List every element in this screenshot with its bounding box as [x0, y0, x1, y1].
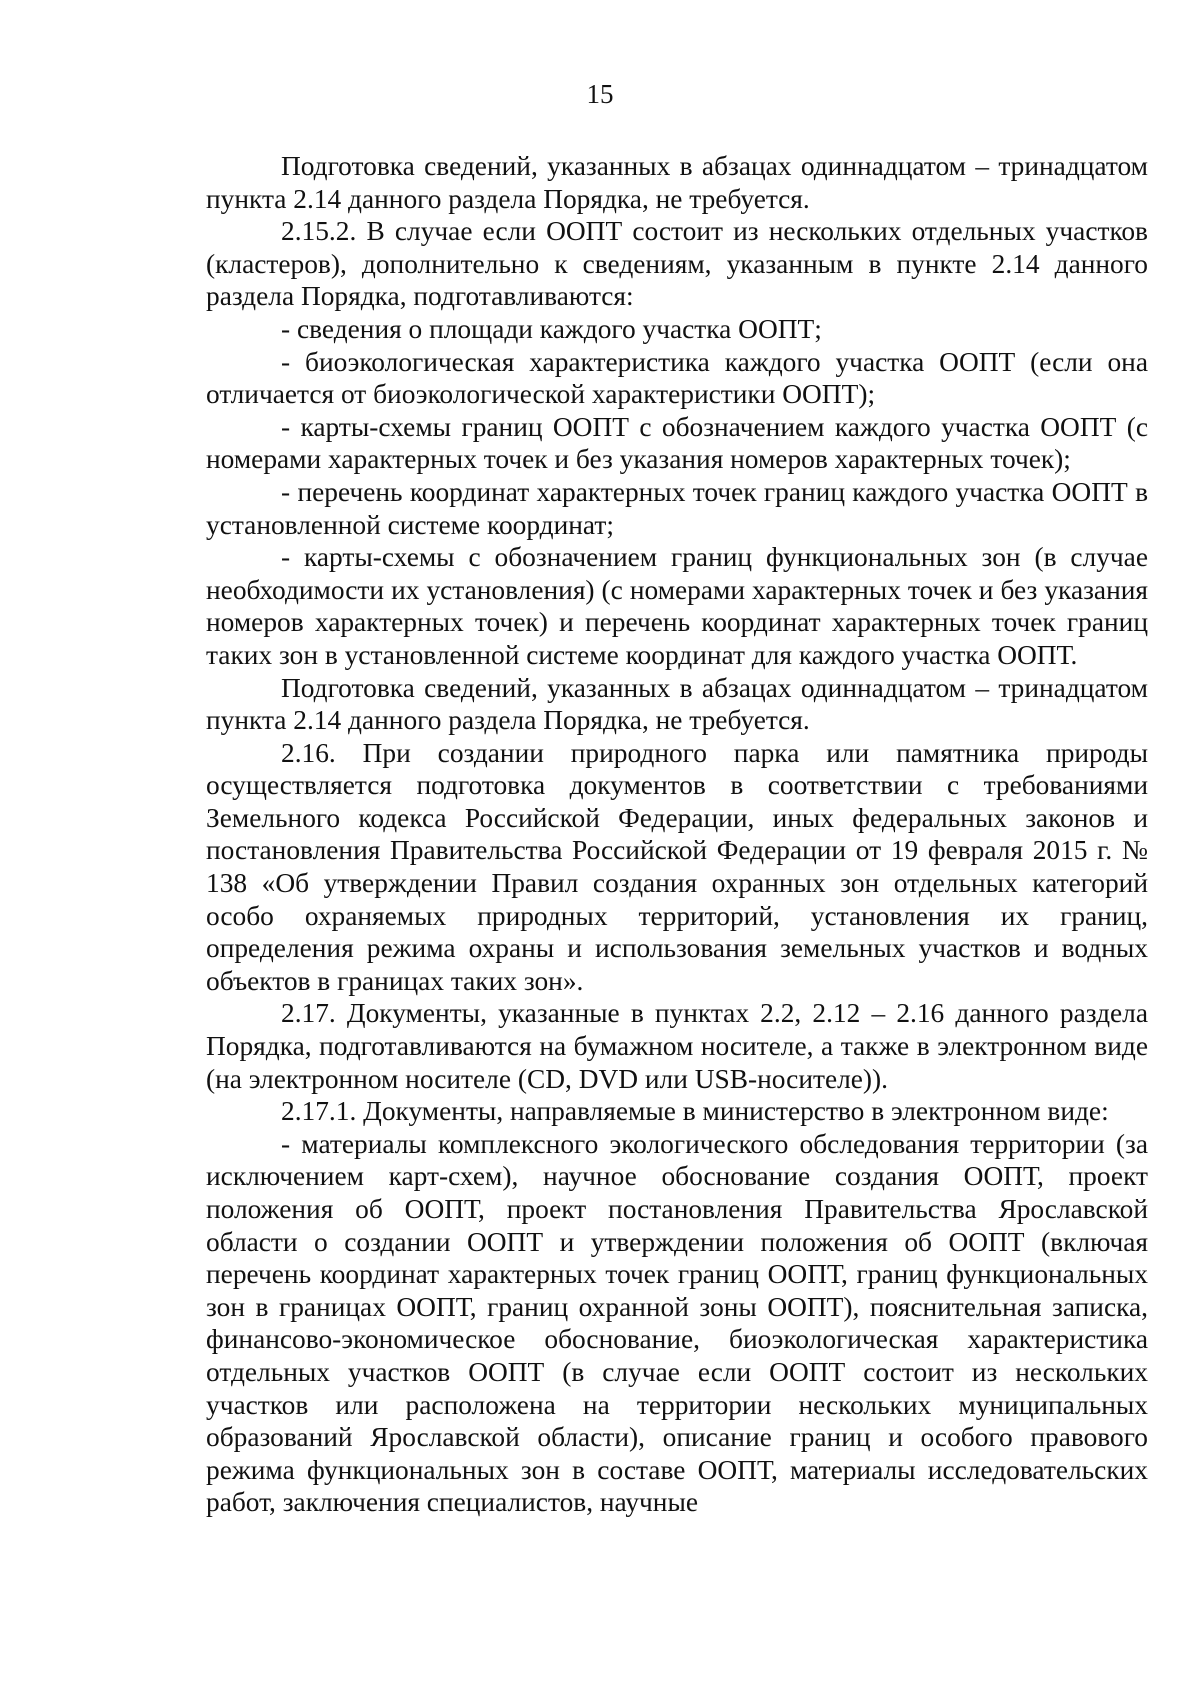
- paragraph-2-16: 2.16. При создании природного парка или памятника природы осуществляется подготовка документов в соответствии с требованиями Земельного кодекса Российской Федерации, иных федеральных законов и постановления Правительства Российской Федерации от 19 февраля 2015 г. № 138 «Об утверждении Правил создания охранных зон отдельных категорий особо охраняемых природных территорий, установления их границ, определения режима охраны и использования земельных участков и водных объектов в границах таких зон».: [206, 737, 1148, 996]
- page-number: 15: [586, 79, 614, 109]
- list-item-electronic-materials: - материалы комплексного экологического обследования территории (за исключением карт-схем), научное обоснование создания ООПТ, проект положения об ООПТ, проект постановления Правительства Ярославской области о создании ООПТ и утверждении положения об ООПТ (включая перечень координат характерных точек границ ООПТ, границ функциональных зон в границах ООПТ, границ охранной зоны ООПТ), пояснительная записка, финансово-экономическое обоснование, биоэкологическая характеристика отдельных участков ООПТ (в случае если ООПТ состоит из нескольких участков или расположена на территории нескольких муниципальных образований Ярославской области), описание границ и особого правового режима функциональных зон в составе ООПТ, материалы исследовательских работ, заключения специалистов, научные: [206, 1128, 1148, 1518]
- list-item-bioecology: - биоэкологическая характеристика каждого участка ООПТ (если она отличается от биоэкологической характеристики ООПТ);: [206, 346, 1148, 410]
- list-item-coordinates: - перечень координат характерных точек границ каждого участка ООПТ в установленной системе координат;: [206, 476, 1148, 540]
- paragraph-not-required: Подготовка сведений, указанных в абзацах одиннадцатом – тринадцатом пункта 2.14 данного раздела Порядка, не требуется.: [206, 672, 1148, 736]
- paragraph-1: Подготовка сведений, указанных в абзацах одиннадцатом – тринадцатом пункта 2.14 данного раздела Порядка, не требуется.: [206, 151, 1148, 214]
- list-item-zone-maps: - карты-схемы с обозначением границ функциональных зон (в случае необходимости их установления) (с номерами характерных точек и без указания номеров характерных точек) и перечень координат характерных точек границ таких зон в установленной системе координат для каждого участка ООПТ.: [206, 542, 1148, 670]
- list-item-area: - сведения о площади каждого участка ООПТ;: [281, 313, 822, 344]
- list-item-boundary-maps: - карты-схемы границ ООПТ с обозначением каждого участка ООПТ (с номерами характерных точек и без указания номеров характерных точек);: [206, 411, 1148, 475]
- document-body: [206, 150, 1148, 1519]
- paragraph-2-17: 2.17. Документы, указанные в пунктах 2.2, 2.12 – 2.16 данного раздела Порядка, подготавливаются на бумажном носителе, а также в электронном виде (на электронном носителе (CD, DVD или USB-носителе)).: [206, 998, 1148, 1094]
- paragraph-2-15-2: 2.15.2. В случае если ООПТ состоит из нескольких отдельных участков (кластеров), дополнительно к сведениям, указанным в пункте 2.14 данного раздела Порядка, подготавливаются:: [206, 216, 1148, 312]
- paragraph-2-17-1: 2.17.1. Документы, направляемые в министерство в электронном виде:: [281, 1096, 1109, 1127]
